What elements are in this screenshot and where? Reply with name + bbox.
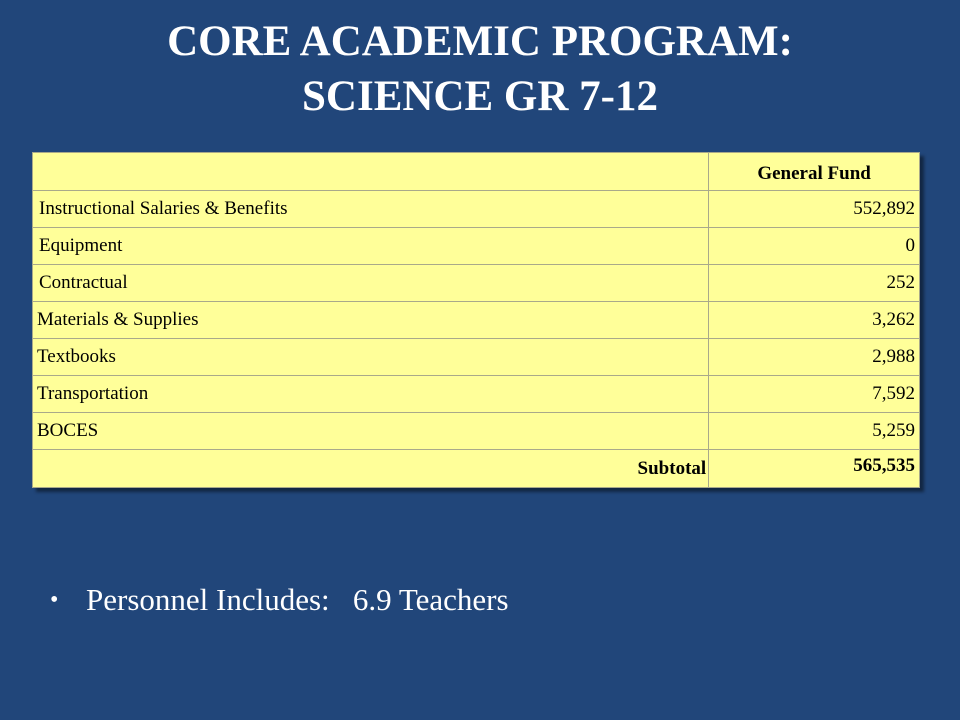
subtotal-label: Subtotal <box>33 450 709 488</box>
general-fund-header: General Fund <box>709 153 920 191</box>
row-label: Transportation <box>33 376 709 413</box>
row-label: Textbooks <box>33 339 709 376</box>
title-line-1: CORE ACADEMIC PROGRAM: <box>167 18 793 65</box>
budget-table <box>32 152 920 488</box>
bullet-icon: • <box>50 587 59 613</box>
row-label: Equipment <box>33 228 709 265</box>
row-value: 252 <box>709 265 920 302</box>
subtotal-row <box>33 450 920 488</box>
row-label: Contractual <box>33 265 709 302</box>
personnel-label: Personnel Includes: <box>86 582 330 617</box>
table-row <box>33 191 920 228</box>
row-value: 2,988 <box>709 339 920 376</box>
table-row <box>33 228 920 265</box>
table-row <box>33 413 920 450</box>
row-value: 3,262 <box>709 302 920 339</box>
row-value: 5,259 <box>709 413 920 450</box>
table-row <box>33 339 920 376</box>
personnel-value: 6.9 Teachers <box>352 582 509 617</box>
row-label: BOCES <box>33 413 709 450</box>
table-header-row <box>33 153 920 191</box>
row-label: Instructional Salaries & Benefits <box>33 191 709 228</box>
row-label: Materials & Supplies <box>33 302 709 339</box>
title-line-2: SCIENCE GR 7-12 <box>302 73 658 120</box>
personnel-note <box>50 580 509 620</box>
table-row <box>33 265 920 302</box>
slide-title <box>0 14 960 124</box>
table-row <box>33 302 920 339</box>
header-empty-cell <box>33 153 709 191</box>
row-value: 0 <box>709 228 920 265</box>
row-value: 7,592 <box>709 376 920 413</box>
row-value: 552,892 <box>709 191 920 228</box>
subtotal-value: 565,535 <box>709 450 920 488</box>
table-row <box>33 376 920 413</box>
